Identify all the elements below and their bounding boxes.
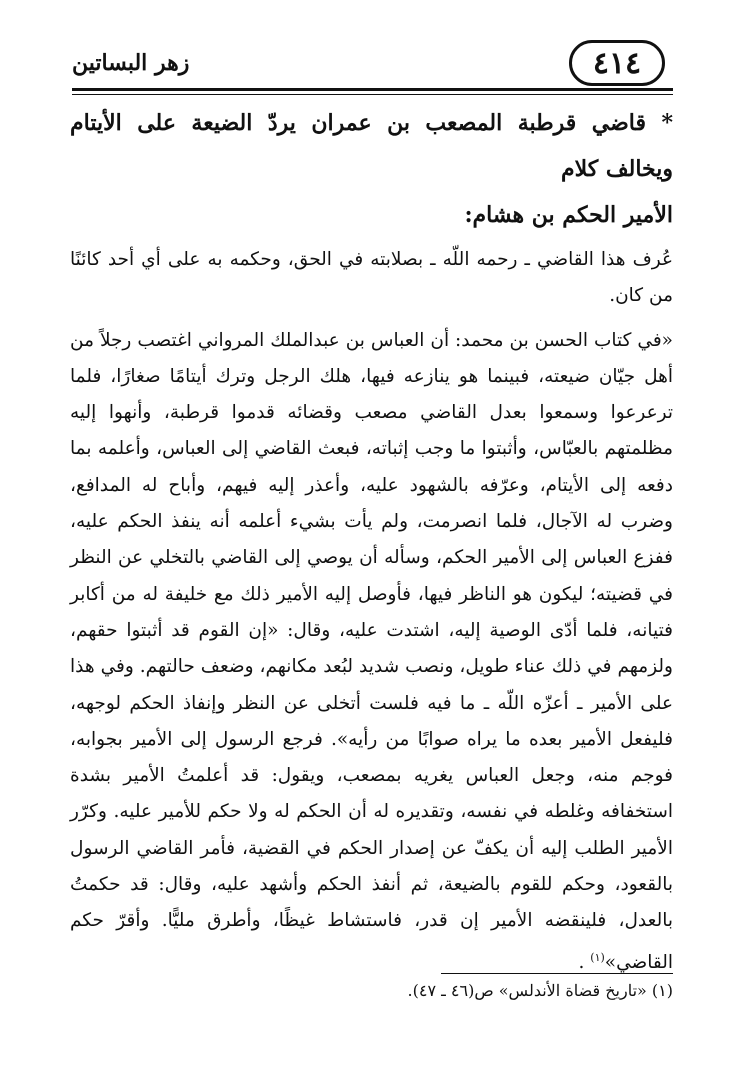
running-header bbox=[72, 38, 673, 98]
page-number: ٤١٤ bbox=[569, 40, 665, 86]
quote-end: . bbox=[578, 951, 591, 973]
page-content bbox=[70, 100, 673, 981]
section-heading bbox=[70, 100, 673, 238]
quote-text: «في كتاب الحسن بن محمد: أن العباس بن عبدالملك المرواني اغتصب رجلاً من أهل جيّان ضيعته، فبينما هو ينازعه فيها، هلك الرجل وترك أيتامًا صغارًا، فلما ترعرعوا وسمعوا بعدل القاضي مصعب وقضائه قدموا قرطبة، وأنهوا إليه مظلمتهم بالعبّاس، وأثبتوا ما وجب إثباته، فبعث القاضي إلى العباس، وأعلمه بما دفعه إلى الأيتام، وعرّفه بالشهود عليه، وأعذر إليه فيهم، وأباح له المدافع، وضرب له الآجال، فلما انصرمت، ولم يأت بشيء أعلمه أنه ينفذ الحكم عليه، ففزع العباس إلى الأمير الحكم، وسأله أن يوصي إلى القاضي بالتخلي عن النظر في قضيته؛ ليكون هو الناظر فيها، فأوصل إليه الأمير ذلك مع خليفة له من أكابر فتيانه، فلما أدّى الوصية إليه، اشتدت عليه، وقال: «إن القوم قد أثبتوا حقهم، ولزمهم في ذلك عناء طويل، ونصب شديد لبُعد مكانهم، وضعف حالتهم. وفي هذا على الأمير ـ أعزّه اللّه ـ ما فيه فلست أتخلى عن النظر وإنفاذ الحكم لوجهه، فليفعل الأمير بعده ما يراه صوابًا من رأيه». فرجع الرسول إلى الأمير بجوابه، فوجم منه، وجعل العباس يغريه بمصعب، ويقول: قد أعلمتُ الأمير بشدة استخفافه وغلطه في نفسه، وتقديره له أن الحكم له ولا حكم للأمير عليه. وكرّر الأمير الطلب إليه أن يكفّ عن إصدار الحكم في القضية، فأمر القاضي الرسول بالقعود، وحكم للقوم بالضيعة، ثم أنفذ الحكم وأشهد عليه، وقال: قد حكمتُ بالعدل، فلينقضه الأمير إن قدر، فاستشاط غيظًا، وأطرق مليًّا. وأقرّ حكم القاضي» bbox=[70, 329, 673, 973]
footnote-rule bbox=[441, 973, 673, 974]
footnote: (١) «تاريخ قضاة الأندلس» ص(٤٦ ـ ٤٧). bbox=[407, 981, 673, 1000]
book-title: زهر البساتين bbox=[72, 50, 190, 76]
header-rule-thin bbox=[72, 94, 673, 95]
header-rule bbox=[72, 88, 673, 91]
quote-paragraph bbox=[70, 323, 673, 982]
intro-paragraph: عُرف هذا القاضي ـ رحمه اللّه ـ بصلابته في الحق، وحكمه به على أي أحد كائنًا من كان. bbox=[70, 249, 673, 307]
section-heading-line2: الأمير الحكم بن هشام: bbox=[464, 202, 673, 228]
section-heading-line1: * قاضي قرطبة المصعب بن عمران يردّ الضيعة على الأيتام ويخالف كلام bbox=[70, 110, 673, 182]
footnote-marker: (١) bbox=[590, 950, 605, 964]
